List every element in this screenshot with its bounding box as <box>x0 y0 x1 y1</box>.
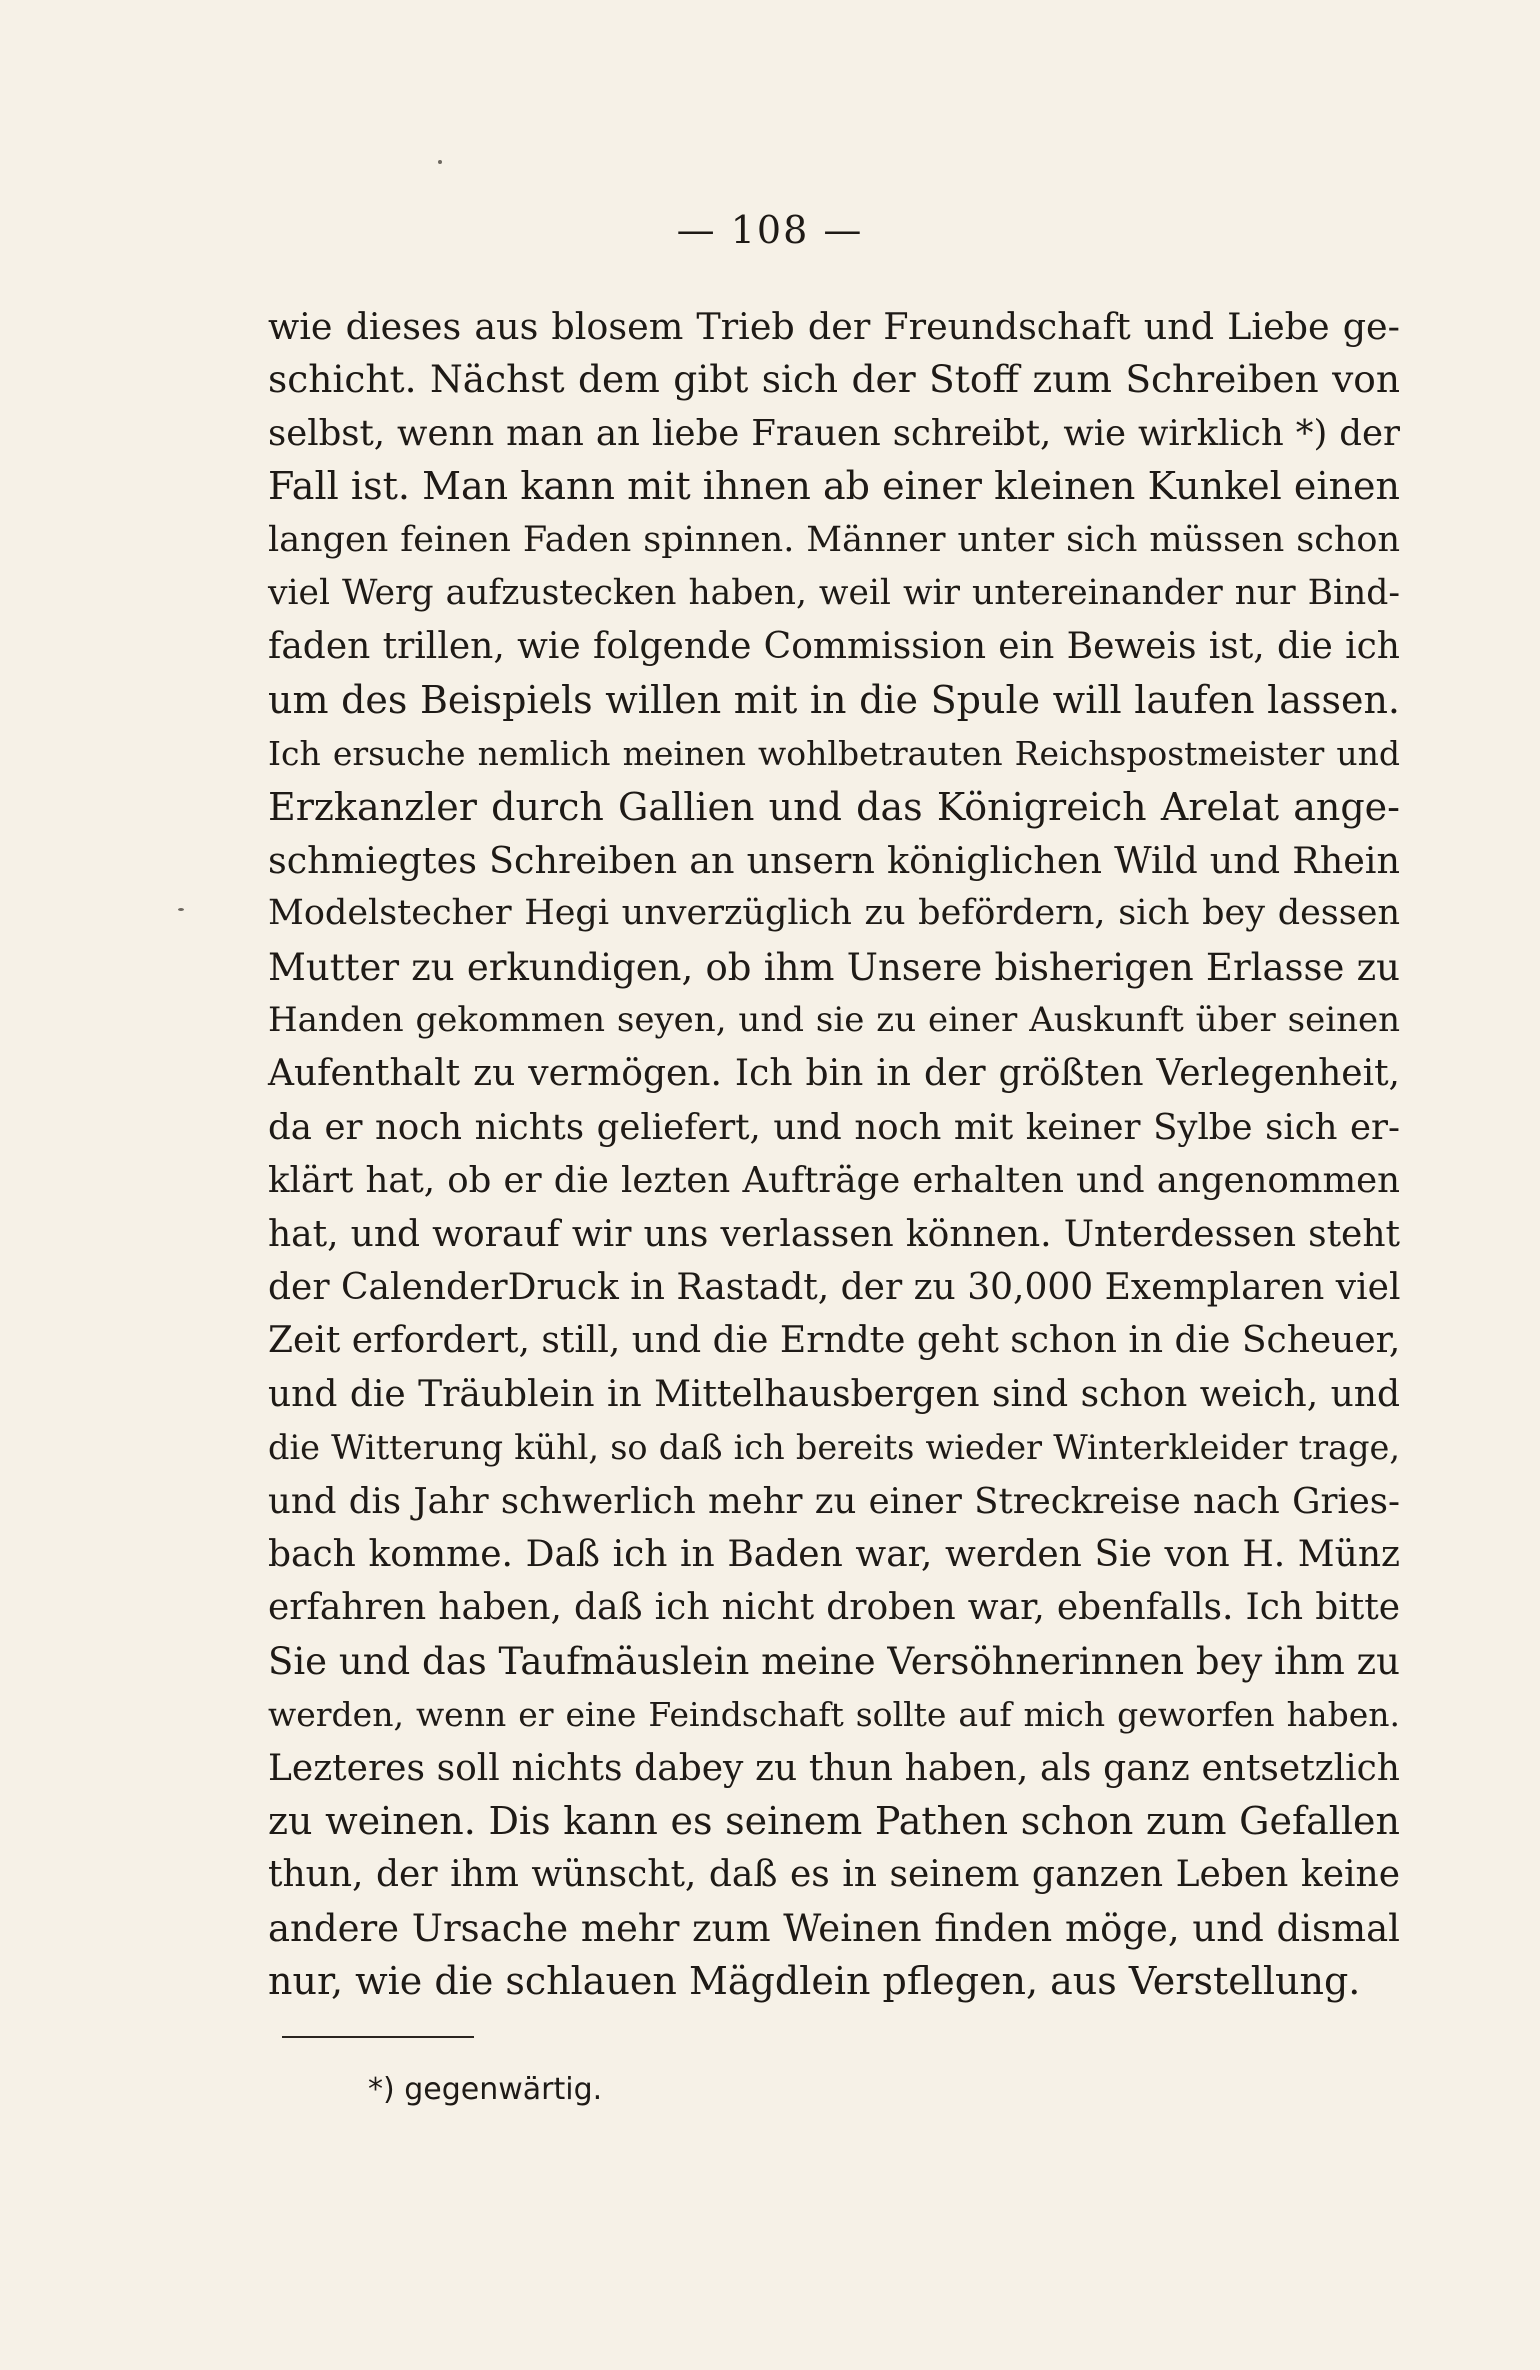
text-line: bach komme. Daß ich in Baden war, werden Sie von H. Münz <box>268 1533 1400 1575</box>
text-line: langen feinen Faden spinnen. Männer unter sich müssen schon <box>268 519 1400 560</box>
text-line: thun, der ihm wünscht, daß es in seinem ganzen Leben keine <box>268 1854 1400 1896</box>
text-line: Ich ersuche nemlich meinen wohlbetrauten Reichspostmeister und <box>268 734 1400 774</box>
text-line: um des Beispiels willen mit in die Spule will laufen lassen. <box>268 677 1400 722</box>
text-line: Lezteres soll nichts dabey zu thun haben, als ganz entsetzlich <box>268 1747 1400 1789</box>
text-line: und die Träublein in Mittelhausbergen sind schon weich, und <box>268 1373 1400 1415</box>
text-line: faden trillen, wie folgende Commission ein Beweis ist, die ich <box>268 626 1400 668</box>
text-line: viel Werg aufzustecken haben, weil wir untereinander nur Bind- <box>268 572 1400 613</box>
footnote-rule <box>282 2036 474 2038</box>
text-line: wie dieses aus blosem Trieb der Freundschaft und Liebe ge- <box>268 305 1400 348</box>
text-line: Erzkanzler durch Gallien und das Königreich Arelat ange- <box>268 784 1400 829</box>
text-line: Modelstecher Hegi unverzüglich zu befördern, sich bey dessen <box>268 893 1400 934</box>
text-line: schmiegtes Schreiben an unsern königlichen Wild und Rhein <box>268 838 1400 882</box>
text-line: zu weinen. Dis kann es seinem Pathen schon zum Gefallen <box>268 1798 1400 1843</box>
text-line: und dis Jahr schwerlich mehr zu einer Streckreise nach Gries- <box>268 1480 1400 1522</box>
text-line: klärt hat, ob er die lezten Aufträge erhalten und angenommen <box>268 1160 1400 1202</box>
text-line: hat, und worauf wir uns verlassen können. Unterdessen steht <box>268 1213 1400 1255</box>
text-line: erfahren haben, daß ich nicht droben war, ebenfalls. Ich bitte <box>268 1587 1400 1629</box>
print-speck <box>438 160 442 164</box>
text-line: nur, wie die schlauen Mägdlein pflegen, aus Verstellung. <box>268 1959 1361 2004</box>
text-line: schicht. Nächst dem gibt sich der Stoff zum Schreiben von <box>268 357 1400 402</box>
body-text <box>268 300 1400 2009</box>
text-line: selbst, wenn man an liebe Frauen schreibt, wie wirklich *) der <box>268 412 1400 454</box>
text-line: Fall ist. Man kann mit ihnen ab einer kleinen Kunkel einen <box>268 464 1400 509</box>
text-line: die Witterung kühl, so daß ich bereits wieder Winterkleider trage, <box>268 1428 1400 1468</box>
text-line: Handen gekommen seyen, und sie zu einer Auskunft über seinen <box>268 1000 1400 1041</box>
text-line: andere Ursache mehr zum Weinen finden möge, und dismal <box>268 1906 1400 1950</box>
footnote: *) gegenwärtig. <box>368 2072 603 2107</box>
text-line: Sie und das Taufmäuslein meine Versöhnerinnen bey ihm zu <box>268 1639 1400 1683</box>
print-speck <box>178 908 184 911</box>
page-number: — 108 — <box>676 208 864 252</box>
text-line: werden, wenn er eine Feindschaft sollte auf mich geworfen haben. <box>268 1695 1400 1735</box>
text-line: Zeit erfordert, still, und die Erndte geht schon in die Scheuer, <box>268 1320 1401 1362</box>
text-line: da er noch nichts geliefert, und noch mit keiner Sylbe sich er- <box>268 1106 1400 1148</box>
text-line: Mutter zu erkundigen, ob ihm Unsere bisherigen Erlasse zu <box>268 945 1400 989</box>
text-line: Aufenthalt zu vermögen. Ich bin in der größten Verlegenheit, <box>268 1053 1400 1095</box>
text-line: der CalenderDruck in Rastadt, der zu 30,000 Exemplaren viel <box>268 1267 1401 1309</box>
